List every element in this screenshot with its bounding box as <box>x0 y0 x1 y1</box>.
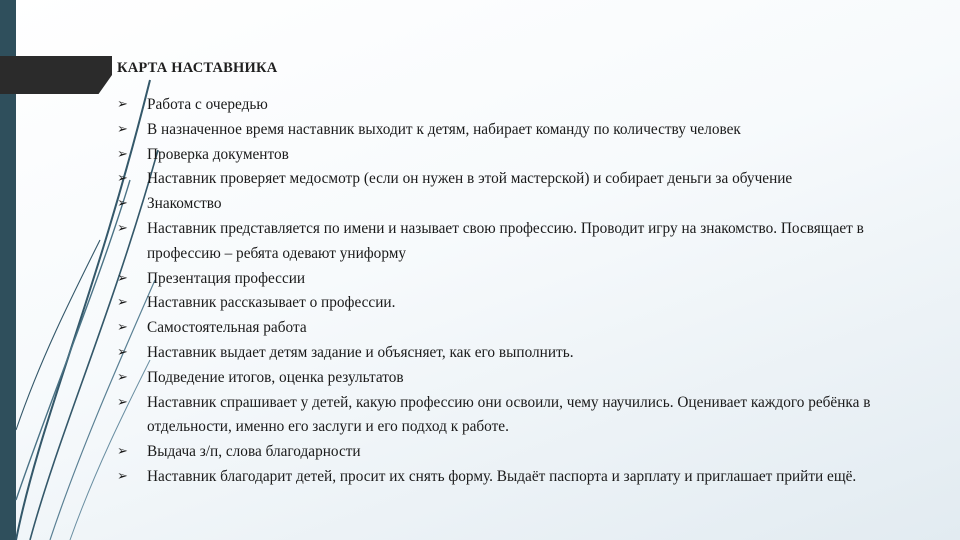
arrow-bullet-icon: ➢ <box>117 270 128 286</box>
arrow-bullet-icon: ➢ <box>117 121 128 137</box>
decor-curve-5 <box>16 240 100 430</box>
list-item-text: Наставник благодарит детей, просит их снять форму. Выдаёт паспорта и зарплату и приглашает прийти ещё. <box>147 467 857 485</box>
list-item <box>117 341 932 366</box>
list-item <box>117 366 932 391</box>
list-item-text: Самостоятельная работа <box>147 319 307 337</box>
list-item <box>117 267 932 292</box>
list-item-text: Работа с очередью <box>147 96 268 113</box>
list-item <box>117 217 932 267</box>
list-item-text: Наставник спрашивает у детей, какую профессию они освоили, чему научились. Оценивает каждого ребёнка в отдельности, именно его заслуги и его подход к работе. <box>147 393 871 436</box>
arrow-bullet-icon: ➢ <box>117 320 128 336</box>
slide-title: КАРТА НАСТАВНИКА <box>117 60 278 76</box>
list-item <box>117 143 932 168</box>
arrow-bullet-icon: ➢ <box>117 97 128 112</box>
list-item <box>117 440 932 465</box>
list-item-text: Проверка документов <box>147 145 289 163</box>
list-item-text: Знакомство <box>147 195 222 213</box>
list-item-text: Наставник выдает детям задание и объясняет, как его выполнить. <box>147 343 574 361</box>
list-item <box>117 391 932 441</box>
arrow-bullet-icon: ➢ <box>117 295 128 311</box>
list-item <box>117 93 932 118</box>
list-item <box>117 316 932 341</box>
list-item-text: Презентация профессии <box>147 269 306 287</box>
list-item <box>117 291 932 316</box>
list-item <box>117 167 932 192</box>
arrow-bullet-icon: ➢ <box>117 444 128 460</box>
list-item <box>117 465 932 490</box>
arrow-bullet-icon: ➢ <box>117 171 128 187</box>
list-item-text: Подведение итогов, оценка результатов <box>147 368 404 386</box>
arrow-bullet-icon: ➢ <box>117 220 128 236</box>
title-tab-shape <box>0 56 112 94</box>
arrow-bullet-icon: ➢ <box>117 344 128 360</box>
list-item-text: Наставник представляется по имени и называет свою профессию. Проводит игру на знакомство. Посвящает в профессию – ребята одевают униформу <box>147 219 864 262</box>
arrow-bullet-icon: ➢ <box>117 394 128 410</box>
arrow-bullet-icon: ➢ <box>117 196 128 212</box>
list-item-text: Наставник проверяет медосмотр (если он нужен в этой мастерской) и собирает деньги за обучение <box>147 170 793 188</box>
arrow-bullet-icon: ➢ <box>117 468 128 484</box>
arrow-bullet-icon: ➢ <box>117 369 128 385</box>
list-item <box>117 118 932 143</box>
list-item-text: Выдача з/п, слова благодарности <box>147 443 361 461</box>
list-item-text: Наставник рассказывает о профессии. <box>147 294 396 312</box>
arrow-bullet-icon: ➢ <box>117 146 128 162</box>
list-item-text: В назначенное время наставник выходит к детям, набирает команду по количеству человек <box>147 120 741 138</box>
list-item <box>117 192 932 217</box>
mentor-steps-list <box>117 93 932 490</box>
